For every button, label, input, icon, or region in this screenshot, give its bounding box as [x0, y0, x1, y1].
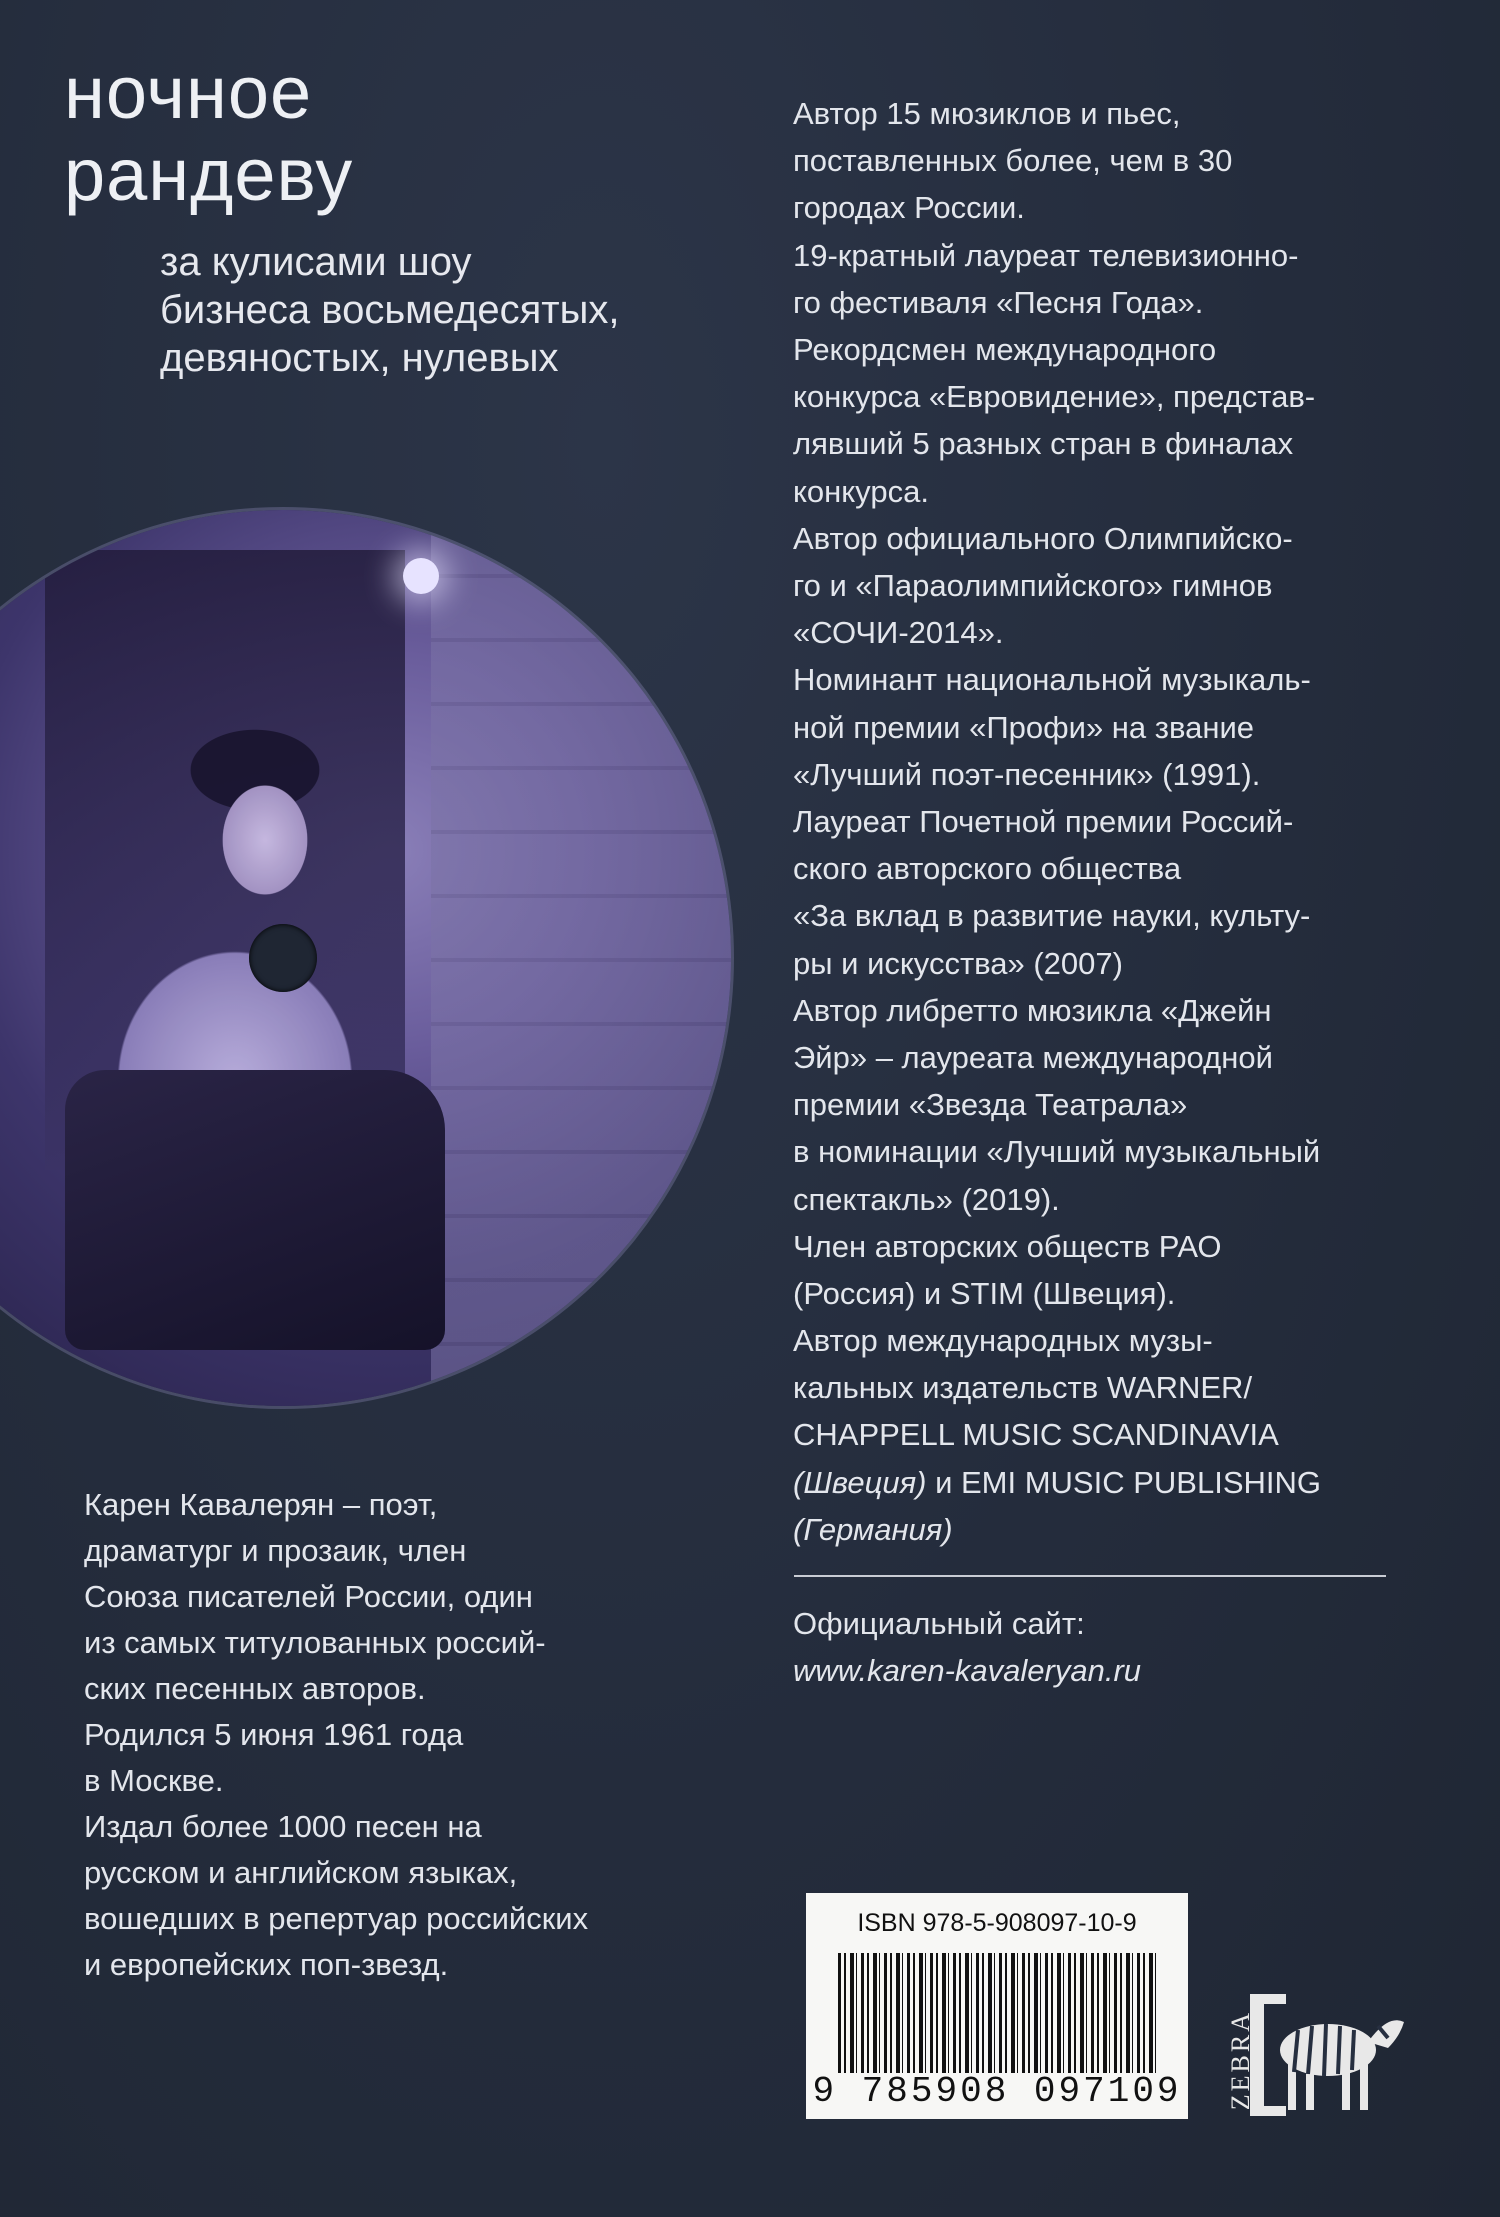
- site-url[interactable]: www.karen-kavaleryan.ru: [793, 1653, 1142, 1688]
- isbn-number: ISBN 978-5-908097-10-9: [857, 1909, 1137, 1937]
- publishers-line: [793, 1459, 1413, 1506]
- publishers-line: кальных издательств WARNER/: [793, 1370, 1253, 1406]
- bio-line: русском и английском языках,: [84, 1855, 518, 1890]
- bio-line: Карен Кавалерян – поэт,: [84, 1487, 438, 1522]
- site-label: Официальный сайт:: [793, 1606, 1085, 1641]
- achievement-paragraph: [793, 326, 1413, 515]
- achievement-line: (Россия) и STIM (Швеция).: [793, 1276, 1176, 1312]
- achievement-line: Автор официального Олимпийско-: [793, 520, 1293, 556]
- barcode-bars: [838, 1953, 1158, 2073]
- achievement-paragraph: [793, 656, 1413, 798]
- achievement-line: Автор 15 мюзиклов и пьес,: [793, 96, 1181, 131]
- bio-line: драматург и прозаик, член: [84, 1533, 467, 1568]
- achievement-line: Член авторских обществ РАО: [793, 1228, 1222, 1264]
- achievement-line: поставленных более, чем в 30: [793, 143, 1233, 179]
- achievement-line: Рекордсмен международного: [793, 332, 1217, 368]
- achievement-paragraph: [793, 1223, 1413, 1317]
- achievement-paragraph: [793, 515, 1413, 657]
- publishers-country: (Германия): [793, 1511, 953, 1547]
- bio-line: в Москве.: [84, 1763, 224, 1798]
- title-line: ночное: [64, 51, 313, 134]
- achievement-paragraph: [793, 232, 1413, 326]
- achievement-line: «Лучший поэт-песенник» (1991).: [793, 756, 1261, 792]
- bio-line: ских песенных авторов.: [84, 1671, 426, 1706]
- zebra-logo-icon: [1228, 1990, 1418, 2120]
- achievement-line: в номинации «Лучший музыкальный: [793, 1134, 1321, 1170]
- achievement-line: ры и искусства» (2007): [793, 945, 1123, 981]
- isbn-barcode: [806, 1893, 1188, 2119]
- publishers-line: Автор международных музы-: [793, 1323, 1213, 1358]
- barcode-digits: 9 785908 097109: [812, 2071, 1182, 2112]
- photo-stone-wall: [431, 510, 731, 1406]
- achievement-paragraph: [793, 798, 1413, 987]
- bio-line: Издал более 1000 песен на: [84, 1809, 482, 1844]
- achievement-line: Эйр» – лауреата международной: [793, 1040, 1273, 1076]
- bio-line: из самых титулованных россий-: [84, 1625, 546, 1660]
- publishers-line: CHAPPELL MUSIC SCANDINAVIA: [793, 1417, 1279, 1453]
- achievement-line: городах России.: [793, 190, 1025, 226]
- publisher-logo-text: ZEBRA: [1226, 2010, 1255, 2111]
- achievement-line: ной премии «Профи» на звание: [793, 709, 1255, 745]
- achievement-line: ского авторского общества: [793, 851, 1182, 887]
- achievement-line: го фестиваля «Песня Года».: [793, 284, 1204, 320]
- achievement-line: лявший 5 разных стран в финалах: [793, 426, 1294, 462]
- achievement-line: спектакль» (2019).: [793, 1181, 1060, 1217]
- publishers-country: (Швеция): [793, 1464, 927, 1500]
- official-site: [793, 1600, 1141, 1694]
- achievement-line: Автор либретто мюзикла «Джейн: [793, 992, 1272, 1028]
- author-bio: [84, 1482, 724, 1988]
- achievement-line: конкурса «Евровидение», представ-: [793, 379, 1316, 415]
- photo-author-legs: [65, 1070, 445, 1350]
- achievement-line: конкурса.: [793, 473, 929, 509]
- achievement-paragraph: [793, 987, 1413, 1223]
- achievement-line: Лауреат Почетной премии Россий-: [793, 804, 1294, 840]
- subtitle-line: за кулисами шоу: [160, 240, 472, 284]
- book-subtitle: [160, 238, 619, 382]
- publishers-paragraph: [793, 1317, 1413, 1553]
- bio-line: Родился 5 июня 1961 года: [84, 1717, 464, 1752]
- author-photo-disc: [0, 510, 731, 1406]
- achievement-line: «СОЧИ-2014».: [793, 615, 1004, 651]
- publishers-name: и EMI MUSIC PUBLISHING: [926, 1464, 1321, 1500]
- title-line: рандеву: [64, 133, 354, 216]
- book-title: [64, 52, 353, 216]
- bio-line: и европейских поп-звезд.: [84, 1947, 449, 1982]
- photo-lamp: [403, 558, 439, 594]
- achievement-line: 19-кратный лауреат телевизионно-: [793, 237, 1299, 273]
- achievements-list: [793, 90, 1413, 1317]
- bio-line: Союза писателей России, один: [84, 1579, 533, 1614]
- achievement-line: го и «Параолимпийского» гимнов: [793, 568, 1273, 604]
- subtitle-line: бизнеса восьмедесятых,: [160, 288, 620, 332]
- achievement-line: Номинант национальной музыкаль-: [793, 662, 1311, 698]
- achievement-paragraph: [793, 90, 1413, 232]
- divider-line: [794, 1575, 1386, 1577]
- bio-line: вошедших в репертуар российских: [84, 1901, 589, 1936]
- achievement-line: премии «Звезда Театрала»: [793, 1087, 1188, 1123]
- disc-center-hole: [249, 924, 317, 992]
- subtitle-line: девяностых, нулевых: [160, 336, 559, 380]
- achievement-line: «За вклад в развитие науки, культу-: [793, 898, 1311, 934]
